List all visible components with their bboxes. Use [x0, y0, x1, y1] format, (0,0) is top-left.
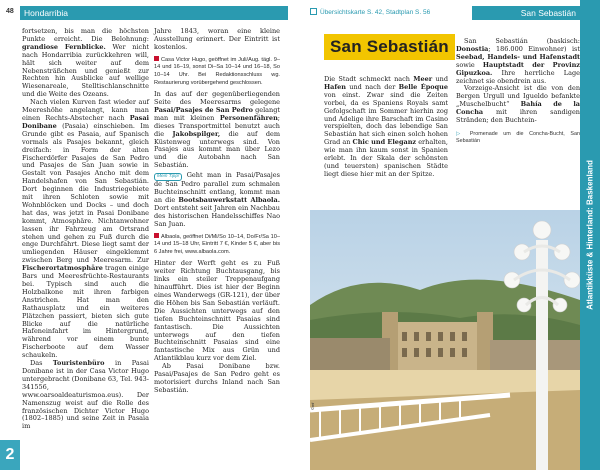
left-col2-para-1: Jahre 1843, woran eine kleine Ausstellung erinnert. Der Eintritt ist kostenlos.	[154, 27, 280, 51]
section-number-tab: 2	[0, 440, 20, 470]
chapter-side-tab-label: Atlantikküste & Hinterland: Baskenland	[585, 160, 595, 310]
info-box-casa-victor-hugo: Casa Victor Hugo, geöffnet im Juli/Aug. tägl. 9–14 und 16–19, sonst Di–Sa 10–14 und 16–18, So 10–14 Uhr. Bei Redaktionsschluss wg. Restaurierung vorübergehend geschlossen.	[154, 56, 280, 86]
mein-tipp-badge: Mein Tipp!	[154, 173, 182, 181]
left-header-title: Hondarribia	[24, 8, 68, 18]
left-column-1	[22, 28, 149, 431]
san-sebastian-photo	[310, 210, 580, 470]
map-reference: Übersichtskarte S. 42, Stadtplan S. 56	[310, 6, 470, 20]
left-col2-para-3: Mein Tipp! Geht man in Pasai/Pasajes de San Pedro parallel zum schmalen Buchteinschnitt entlang, kommt man an die Bootsbauwerkstatt Albaola. Dort entsteht seit Jahren ein Nachbau des historischen Handelsschiffes Nao San Juan.	[154, 171, 280, 228]
right-page	[300, 0, 600, 470]
photo-caption: ▷ Promenade um die Concha-Bucht, San Sebastián	[456, 130, 580, 144]
left-column-2	[154, 28, 280, 395]
right-header-title: San Sebastián	[520, 8, 576, 18]
left-col1-para-3: Das Touristenbüro in Pasai Donibane ist in der Casa Victor Hugo untergebracht (Donibane 63, Tel. 943-341556, www.oarsoaldeaturismoa.eus). Der Namenszug weist auf die Rolle des französischen Dichter Victor Hugo (1802–1885) und seine Zeit in Pasaia im	[22, 359, 149, 431]
right-running-header	[472, 6, 580, 20]
left-running-header	[20, 6, 288, 20]
left-col2-para-4: Hinter der Werft geht es zu Fuß weiter Richtung Buchtausgang, bis links ein steiler Treppenaufgang hinaufführt. Dies ist hier der Beginn eines Wanderwegs (GR-121), der über die Höhen bis San Sebastián verläuft. Die Aussichten unterwegs auf den tiefen Buchteinschnitt Pasaias sind fantastisch. Die Aussichten unterwegs auf den tiefen Buchteinschnitt Pasaias sind eine fantastische Mix aus Grün und Atlantikblau kurz vor dem Ziel.	[154, 259, 281, 363]
right-column-1	[324, 76, 448, 179]
left-page-number: 48	[6, 8, 14, 15]
left-col1-para-1: fortsetzen, bis man die höchsten Punkte erreicht. Die Belohnung: grandiose Fernblicke. Wer nicht nach Hondarribia zurückkehren will, hält sich weiter auf dem Nebensträßchen und genießt zur Rechten hin Ausblicke auf wellige Wiesenareale, Stelltischlanschnitte und die Weite des Ozeans.	[22, 27, 149, 99]
info-square-icon	[154, 56, 159, 61]
photo-credit: ©mf	[310, 402, 315, 410]
caption-arrow-icon: ▷	[456, 130, 470, 137]
left-col2-para-5: Ab Pasai Donibane bzw. Pasai/Pasajes de San Pedro geht es motorisiert durchs Inland nach San Sebastián.	[154, 362, 280, 394]
right-column-2	[456, 38, 580, 145]
info-box-albaola: Albaola, geöffnet Di/Mi/So 10–14, Do/Fr/Sa 10–14 und 15–18 Uhr, Eintritt 7 €, Kinder 5 €, aber bis 6 Jahre frei, www.albaola.com.	[154, 233, 280, 255]
info-square-icon	[154, 233, 159, 238]
right-col2-para-1: San Sebastián (baskisch: Donostia; 186.000 Einwohner) ist Seebad, Handels- und Hafenstadt sowie Hauptstadt der Provinz Gipuzkoa. Ihre herrliche Lage zeichnet sie obendrein aus.	[456, 37, 580, 85]
left-col1-para-2: Nach vielen Kurven fast wieder auf Meereshöhe angelangt, kann man einen Rechts-Abstecher nach Pasai Donibane (Pasaia) einschieben. Im Grunde gibt es Pasaia, auf Spanisch vormals als Pasajes bekannt, gleich dreifach: in Form der alten Fischerdörfer Pasajes de San Pedro und Pasajes de San Juan sowie in Gestalt von Pasajes Ancho mit dem Handelshafen von San Sebastián. Dort beginnen die Industriegebiete mit ihren Schloten sowie mit Wohnblöcken und Docks – und doch hat das, was jetzt in Pasai Donibane kommt, Atmosphäre. Nichtanwohner lassen ihr Fahrzeug am Ortsrand stehen und gehen zu Fuß durch die enge Durchfahrt. Diese liegt samt der umliegenden Häuser eingeklemmt zwischen Berg und Meeresarm. Zur Fischerortatmosphäre tragen einige Bars und Meeresfrüchte-Restaurants bei. Typisch sind auch die Holzbalkone mit ihren farbigen Anstrichen. Hat man den Rathausplatz und ein weiteres Plätzchen passiert, bieten sich gute Blicke auf die natürliche Hafeneinfahrt im Hintergrund, während vor einem bunte Fischerboote auf dem Wasser schaukeln.	[22, 98, 150, 360]
left-col2-para-2: In das auf der gegenüberliegenden Seite des Meeresarms gelegene Pasai/Pasajes de San Pedro gelangt man mit kleinen Personenfähren; dieses Transportmittel benutzt auch die Jakobspilger, die auf dem Küstenweg unterwegs sind. Von Pasajes aus kommt man über Lezo und die Autobahn nach San Sebastián.	[154, 90, 280, 170]
section-title: San Sebastián	[324, 34, 455, 60]
chapter-side-tab	[580, 0, 600, 470]
map-icon	[310, 8, 317, 15]
right-col1-para-1: Die Stadt schmeckt nach Meer und Hafen und nach der Belle Époque von einst. Zwar sind die Zeiten vorbei, da es Spaniens Royals samt Gefolgschaft im Sommer hierhin zog und Adelige ihre Barschaft im Casino verspielten, doch das lebendige San Sebastián hat sich einen solch hohen Grad an Chic und Eleganz erhalten, wie man ihn kaum sonst in Spanien erlebt. In der Skala der schönsten (und teuersten) spanischen Städte liegt diese hier mit an der Spitze.	[324, 75, 448, 178]
photo-city-hall	[390, 322, 485, 370]
right-col2-para-2: Vorzeige-Ansicht ist die von den Bergen Urgull und Igueldo befankte „Muschelbucht“ Bahía de la Concha mit ihren sandigen Stränden; den Buchtein-	[456, 84, 580, 125]
